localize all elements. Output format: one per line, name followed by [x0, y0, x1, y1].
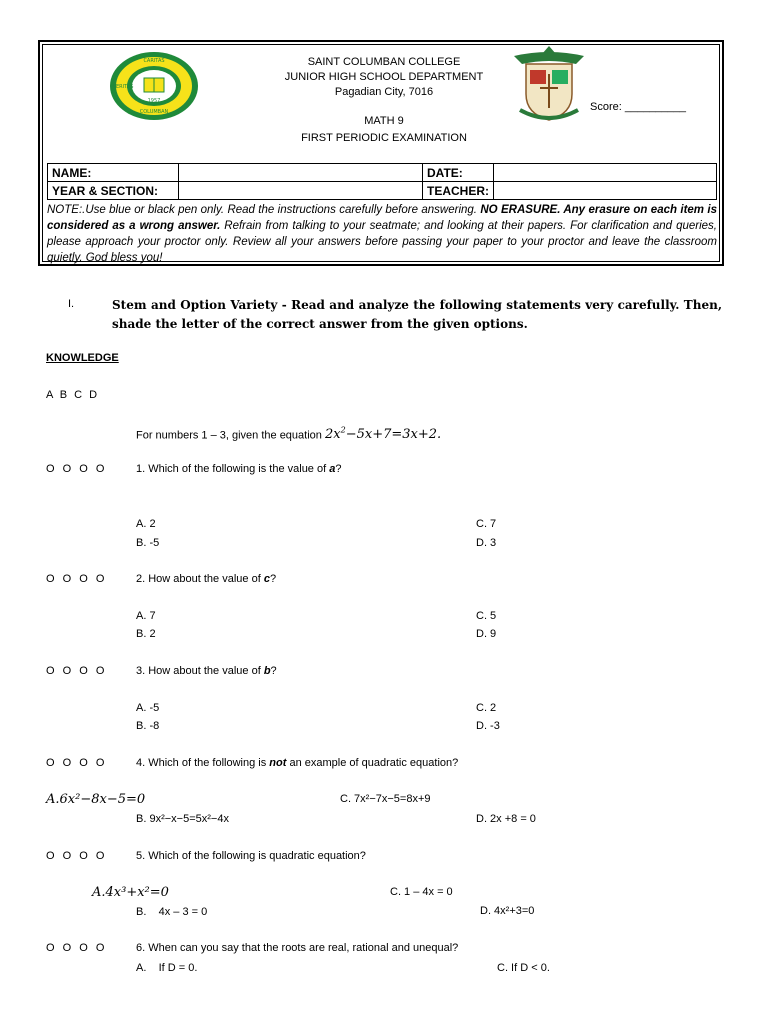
note-lead: NOTE:.Use blue or black pen only. Read the instructions carefully before answering. — [47, 204, 477, 216]
school-name: SAINT COLUMBAN COLLEGE — [307, 56, 461, 68]
option-a: A.6x²−8x−5=0 — [46, 792, 146, 807]
option-c: C. 1 – 4x = 0 — [390, 886, 453, 898]
option-d: D. 4x²+3=0 — [480, 905, 535, 917]
option-a: A. If D = 0. — [136, 962, 198, 974]
option-b: B. 2 — [136, 628, 156, 640]
option-d: D. 2x +8 = 0 — [476, 813, 536, 825]
year-section-field[interactable] — [179, 182, 423, 200]
given-prefix: For numbers 1 – 3, given the equation — [136, 429, 322, 442]
seal-columban: COLUMBAN — [139, 109, 169, 115]
option-b: B. -5 — [136, 537, 160, 549]
teacher-field[interactable] — [494, 182, 717, 200]
option-c: C. 7 — [476, 518, 497, 530]
exam-note — [47, 202, 717, 266]
option-a: A.4x³+x²=0 — [92, 885, 169, 900]
answer-bubbles[interactable]: O O O O — [46, 573, 106, 585]
option-d: D. -3 — [476, 720, 500, 732]
option-c: C. 2 — [476, 702, 497, 714]
date-label: DATE: — [423, 164, 494, 182]
given-statement — [136, 426, 441, 442]
note-rest: Refrain from talking to your seatmate; and looking at their papers. For clarification and queries, please approach your proctor only. Review all your answers before passing your paper to your proctor and leave the classroom quietly. God bless you! — [47, 220, 717, 264]
subject-title: MATH 9 — [364, 115, 404, 127]
section-instructions: Stem and Option Variety - Read and analyze the following statements very carefully. Then, shade the letter of the correct answer from the given options. — [112, 298, 722, 331]
option-b: B. -8 — [136, 720, 160, 732]
date-field[interactable] — [494, 164, 717, 182]
question-4: 4. Which of the following is not an example of quadratic equation? — [136, 757, 459, 769]
year-section-label: YEAR & SECTION: — [48, 182, 179, 200]
knowledge-heading: KNOWLEDGE — [46, 352, 119, 364]
exam-title: FIRST PERIODIC EXAMINATION — [301, 132, 467, 144]
question-3: 3. How about the value of b? — [136, 665, 277, 677]
option-b: B. 4x – 3 = 0 — [136, 906, 208, 918]
option-a: A. 7 — [136, 610, 156, 622]
seal-caritas: CARITAS — [143, 58, 165, 64]
school-city: Pagadian City, 7016 — [334, 86, 434, 98]
answer-bubbles[interactable]: O O O O — [46, 665, 106, 677]
option-a: A. 2 — [136, 518, 156, 530]
option-d: D. 9 — [476, 628, 497, 640]
answer-bubbles[interactable]: O O O O — [46, 757, 106, 769]
option-c: C. 5 — [476, 610, 497, 622]
option-b: B. 9x²−x−5=5x²−4x — [136, 813, 229, 825]
answer-bubbles[interactable]: O O O O — [46, 850, 106, 862]
name-label: NAME: — [48, 164, 179, 182]
note-bold: NO ERASURE. Any erasure on each item is considered as a wrong answer. — [47, 204, 717, 232]
answer-bubbles[interactable]: O O O O — [46, 463, 106, 475]
answer-letters-header: A B C D — [46, 389, 98, 401]
question-1: 1. Which of the following is the value of a? — [136, 463, 342, 475]
question-2: 2. How about the value of c? — [136, 573, 277, 585]
answer-bubbles[interactable]: O O O O — [46, 942, 106, 954]
question-6: 6. When can you say that the roots are real, rational and unequal? — [136, 942, 459, 954]
teacher-label: TEACHER: — [423, 182, 494, 200]
seal-veritas: VERITAS — [112, 84, 134, 90]
question-5: 5. Which of the following is quadratic equation? — [136, 850, 366, 862]
section-number: I. — [68, 298, 75, 310]
department-name: JUNIOR HIGH SCHOOL DEPARTMENT — [284, 71, 484, 83]
seal-year: 1957 — [147, 98, 161, 104]
name-field[interactable] — [179, 164, 423, 182]
score-label: Score: __________ — [590, 101, 687, 113]
given-equation: $2x^2-5x+7=3x+2$. — [324, 426, 442, 443]
option-c: C. 7x²−7x−5=8x+9 — [340, 793, 431, 805]
option-c: C. If D < 0. — [497, 962, 550, 974]
student-info-table — [47, 163, 717, 200]
option-a: A. -5 — [136, 702, 160, 714]
option-d: D. 3 — [476, 537, 497, 549]
